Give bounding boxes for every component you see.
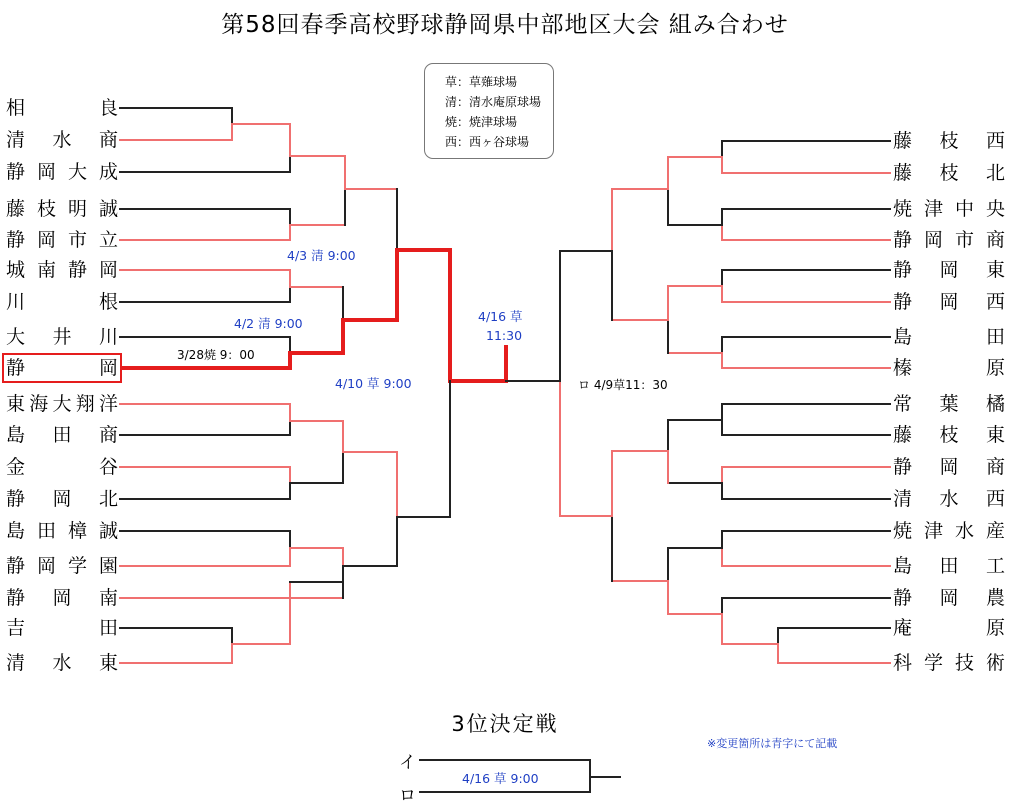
team-name: 藤 枝 東 [893,424,1005,446]
team-name: 静 岡 学 園 [6,555,118,577]
third-place-title: 3位決定戦 [451,712,559,736]
team-name: 川 根 [6,291,118,313]
team-name: 庵 原 [893,617,1005,639]
team-name: 島 田 [893,326,1005,348]
legend-item: 焼：焼津球場 [445,115,518,129]
team-name: 藤 枝 北 [893,162,1005,184]
team-name: 静 岡 市 商 [893,229,1005,251]
team-name: 常 葉 橘 [893,393,1005,415]
team-name: 島 田 商 [6,424,118,446]
third-place-game: 4/16 草 9:00 [462,771,539,786]
team-name: 金 谷 [6,456,118,478]
team-name: 清 水 商 [6,129,118,151]
team-name: 静 岡 南 [6,587,118,609]
team-name: 静 岡 西 [893,291,1005,313]
page-title: 第58回春季高校野球静岡県中部地区大会 組み合わせ [221,12,789,38]
legend-item: 西：西ヶ谷球場 [445,135,530,149]
team-name: 清 水 東 [6,652,118,674]
game-label: 4/10 草 9:00 [335,376,412,391]
team-name: 島 田 樟 誠 [6,520,118,542]
team-name: 焼 津 水 産 [893,520,1005,542]
team-name: 静 岡 北 [6,488,118,510]
team-name: 大 井 川 [6,326,118,348]
team-name: 静 岡 農 [893,587,1005,609]
game-label: 3/28焼 9：00 [177,348,255,362]
legend-item: 草：草薙球場 [445,75,518,89]
team-name: 清 水 西 [893,488,1005,510]
legend-item: 清：清水庵原球場 [445,95,542,109]
team-name: 藤 枝 西 [893,130,1005,152]
game-label: ロ 4/9草11：30 [578,378,668,392]
third-place-top-label: イ [399,753,416,773]
team-name: 榛 原 [893,357,1005,379]
third-place-bottom-label: ロ [399,786,416,806]
team-name: 科 学 技 術 [893,652,1005,674]
team-name: 静 岡 東 [893,259,1005,281]
team-name: 静 岡 市 立 [6,229,118,251]
team-name: 吉 田 [6,617,118,639]
change-note: ※変更箇所は青字にて記載 [707,737,838,750]
team-name: 静 岡 [6,357,118,379]
final-game-date: 4/16 草 [478,309,523,324]
team-name: 城 南 静 岡 [6,259,118,281]
final-game-time: 11:30 [486,328,523,343]
team-name: 静 岡 大 成 [6,161,118,183]
game-label: 4/3 清 9:00 [287,248,356,263]
game-label: 4/2 清 9:00 [234,316,303,331]
team-name: 島 田 工 [893,555,1005,577]
team-name: 焼 津 中 央 [893,198,1005,220]
team-name: 東 海 大 翔 洋 [6,393,118,415]
team-name: 相 良 [6,97,118,119]
team-name: 藤 枝 明 誠 [6,198,118,220]
team-name: 静 岡 商 [893,456,1005,478]
